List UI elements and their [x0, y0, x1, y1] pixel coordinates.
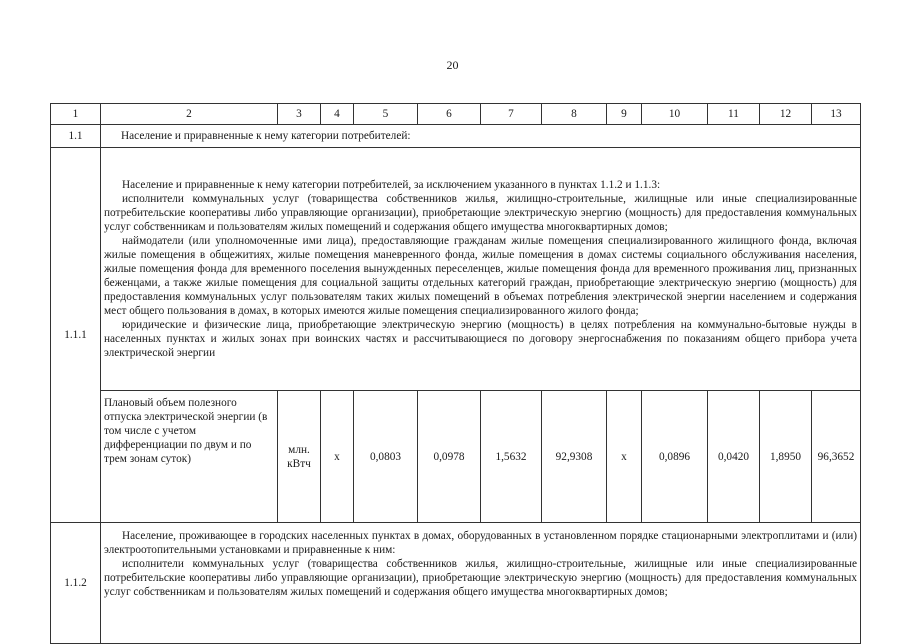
value-cell: 96,3652 — [812, 391, 861, 523]
indicator-label: Плановый объем полезного отпуска электрической энергии (в том числе с учетом дифференциации по двум и по трем зонам суток) — [101, 391, 278, 523]
header-cell: 12 — [760, 104, 812, 125]
paragraph: исполнители коммунальных услуг (товарищества собственников жилья, жилищно-строительные, жилищные или иные специализированные потребительские кооперативы либо управляющие организации), приобретающие электрическую энергию (мощность) для предоставления коммунальных услуг собственникам и пользователям жилых помещений и содержания общего имущества многоквартирных домов; — [104, 193, 857, 233]
value-cell: 0,0896 — [642, 391, 708, 523]
paragraph: наймодатели (или уполномоченные ими лица), предоставляющие гражданам жилые помещения специализированного жилищного фонда, включая жилые помещения в общежитиях, жилые помещения маневренного фонда, жилые помещения в домах системы социального обслуживания населения, жилые помещения фонда для временного поселения вынужденных переселенцев, жилые помещения фонда для временного проживания лиц, признанных беженцами, а также жилые помещения для социальной защиты отдельных категорий граждан, приобретающие электрическую энергию (мощность) для предоставления коммунальных услуг пользователям таких жилых помещений в объемах потребления электрической энергии населением и содержания мест общего пользования в домах, в которых имеются жилые помещения специализированного жилого фонда; — [104, 235, 857, 317]
header-cell: 2 — [101, 104, 278, 125]
row-number: 1.1 — [51, 125, 101, 148]
paragraph: исполнители коммунальных услуг (товарищества собственников жилья, жилищно-строительные, жилищные или иные специализированные потребительские кооперативы либо управляющие организации), приобретающие электрическую энергию (мощность) для предоставления коммунальных услуг собственникам и пользователям жилых помещений и содержания общего имущества многоквартирных домов; — [104, 558, 857, 598]
header-cell: 3 — [278, 104, 321, 125]
value-cell: 1,8950 — [760, 391, 812, 523]
header-cell: 4 — [321, 104, 354, 125]
header-cell: 10 — [642, 104, 708, 125]
paragraph: Население и приравненные к нему категории потребителей, за исключением указанного в пунктах 1.1.2 и 1.1.3: — [122, 179, 661, 191]
value-cell: 0,0420 — [708, 391, 760, 523]
section-description — [101, 148, 861, 391]
section-title: Население и приравненные к нему категории потребителей: — [101, 125, 861, 148]
value-cell: 92,9308 — [542, 391, 607, 523]
section-row-1-1-1 — [51, 148, 861, 391]
header-cell: 6 — [418, 104, 481, 125]
page-number: 20 — [446, 58, 459, 72]
header-cell: 5 — [354, 104, 418, 125]
header-cell: 11 — [708, 104, 760, 125]
value-cell: 0,0978 — [418, 391, 481, 523]
unit-cell: млн. кВтч — [278, 391, 321, 523]
value-cell: x — [321, 391, 354, 523]
section-row-1-1 — [51, 125, 861, 148]
header-cell: 8 — [542, 104, 607, 125]
tariff-table — [50, 103, 861, 644]
header-cell: 9 — [607, 104, 642, 125]
section-description — [101, 523, 861, 644]
value-cell: 0,0803 — [354, 391, 418, 523]
value-cell: 1,5632 — [481, 391, 542, 523]
header-cell: 13 — [812, 104, 861, 125]
row-number: 1.1.2 — [51, 523, 101, 644]
data-row — [51, 391, 861, 523]
header-cell: 7 — [481, 104, 542, 125]
paragraph: юридические и физические лица, приобретающие электрическую энергию (мощность) в целях потребления на коммунально-бытовые нужды в населенных пунктах и жилых зонах при воинских частях и рассчитывающиеся по договору энергоснабжения по показаниям общего прибора учета электрической энергии — [104, 319, 857, 359]
header-row — [51, 104, 861, 125]
row-number: 1.1.1 — [51, 148, 101, 523]
value-cell: x — [607, 391, 642, 523]
paragraph: Население, проживающее в городских населенных пунктах в домах, оборудованных в установленном порядке стационарными электроплитами и (или) электроотопительными установками и приравненные к ним: — [104, 530, 857, 556]
section-row-1-1-2 — [51, 523, 861, 644]
header-cell: 1 — [51, 104, 101, 125]
